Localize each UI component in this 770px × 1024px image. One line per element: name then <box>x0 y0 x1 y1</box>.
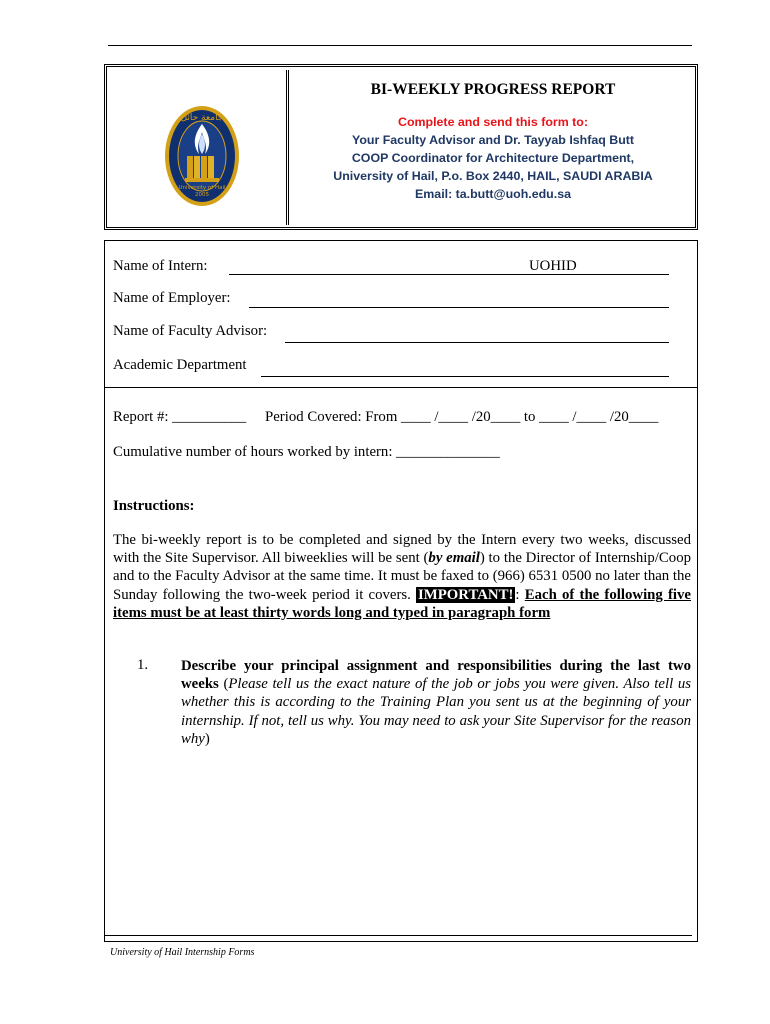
employer-name-field[interactable] <box>249 307 669 308</box>
word-count-requirement: Each of the following five items must be at least thirty words long and typed in paragraph form <box>113 586 692 621</box>
recipient-line-2: COOP Coordinator for Architecture Department, <box>351 151 635 165</box>
logo-year-text: 2005 <box>195 192 209 198</box>
cumulative-hours-field[interactable]: Cumulative number of hours worked by intern: ______________ <box>113 444 500 460</box>
instructions-text-b: ) to the Director of Internship/Coop and to the Faculty Advisor at the same time. It must be faxed to (966) 6531 0500 no later than the Sunday following the two-week period it covers. <box>113 550 691 603</box>
recipient-email: Email: ta.butt@uoh.edu.sa <box>415 187 571 201</box>
important-colon: : <box>515 586 520 603</box>
footer-rule <box>104 935 692 936</box>
advisor-name-field[interactable] <box>285 342 669 343</box>
intern-name-field[interactable] <box>229 274 669 275</box>
department-label: Academic Department <box>113 357 247 373</box>
instructions-text-a: The bi-weekly report is to be completed and signed by the Intern every two weeks, discussed with the Site Supervisor. All biweeklies will be sent ( <box>113 532 691 567</box>
intern-label: Name of Intern: <box>113 258 208 274</box>
period-covered-field[interactable]: Period Covered: From ____ /____ /20____ to ____ /____ /20____ <box>265 409 659 425</box>
employer-label: Name of Employer: <box>113 290 231 306</box>
report-title: BI-WEEKLY PROGRESS REPORT <box>370 81 616 98</box>
logo-name-text: University of Hail <box>178 185 226 191</box>
send-instruction: Complete and send this form to: <box>398 115 588 129</box>
uohid-label: UOHID <box>529 258 577 274</box>
recipient-line-1: Your Faculty Advisor and Dr. Tayyab Ishfaq Butt <box>351 133 635 147</box>
university-logo <box>163 104 241 208</box>
instructions-heading: Instructions: <box>113 498 195 514</box>
important-badge: IMPORTANT! <box>418 586 514 603</box>
report-number-field[interactable]: Report #: __________ <box>113 409 247 425</box>
logo-cell <box>111 70 289 225</box>
logo-arabic-text: جامعة حائل <box>180 113 224 123</box>
item-1-title: Describe your principal assignment and responsibilities during the last two weeks <box>181 658 691 693</box>
advisor-label: Name of Faculty Advisor: <box>113 323 268 339</box>
section-divider <box>105 387 697 388</box>
item-1-prompt <box>181 657 691 748</box>
title-cell <box>291 67 695 227</box>
footer-text: University of Hail Internship Forms <box>110 947 255 958</box>
item-1-answer-area[interactable] <box>113 751 689 921</box>
item-1-open-paren: ( <box>218 676 229 693</box>
form-frame <box>104 240 698 942</box>
header-box <box>104 64 698 230</box>
item-1-explanation: Please tell us the exact nature of the job or jobs you were given. Also tell us whether this is according to the Training Plan you sent us at the beginning of your internship. If not, tell us why. You may need to ask your Site Supervisor for the reason why <box>181 676 691 747</box>
item-1-close-paren: ) <box>204 730 210 747</box>
top-rule <box>108 45 692 46</box>
recipient-line-3: University of Hail, P.o. Box 2440, HAIL, SAUDI ARABIA <box>333 169 653 183</box>
by-email-emphasis: by email <box>428 550 480 567</box>
item-1-number: 1. <box>137 657 149 673</box>
instructions-paragraph <box>113 531 691 622</box>
department-field[interactable] <box>261 376 669 377</box>
